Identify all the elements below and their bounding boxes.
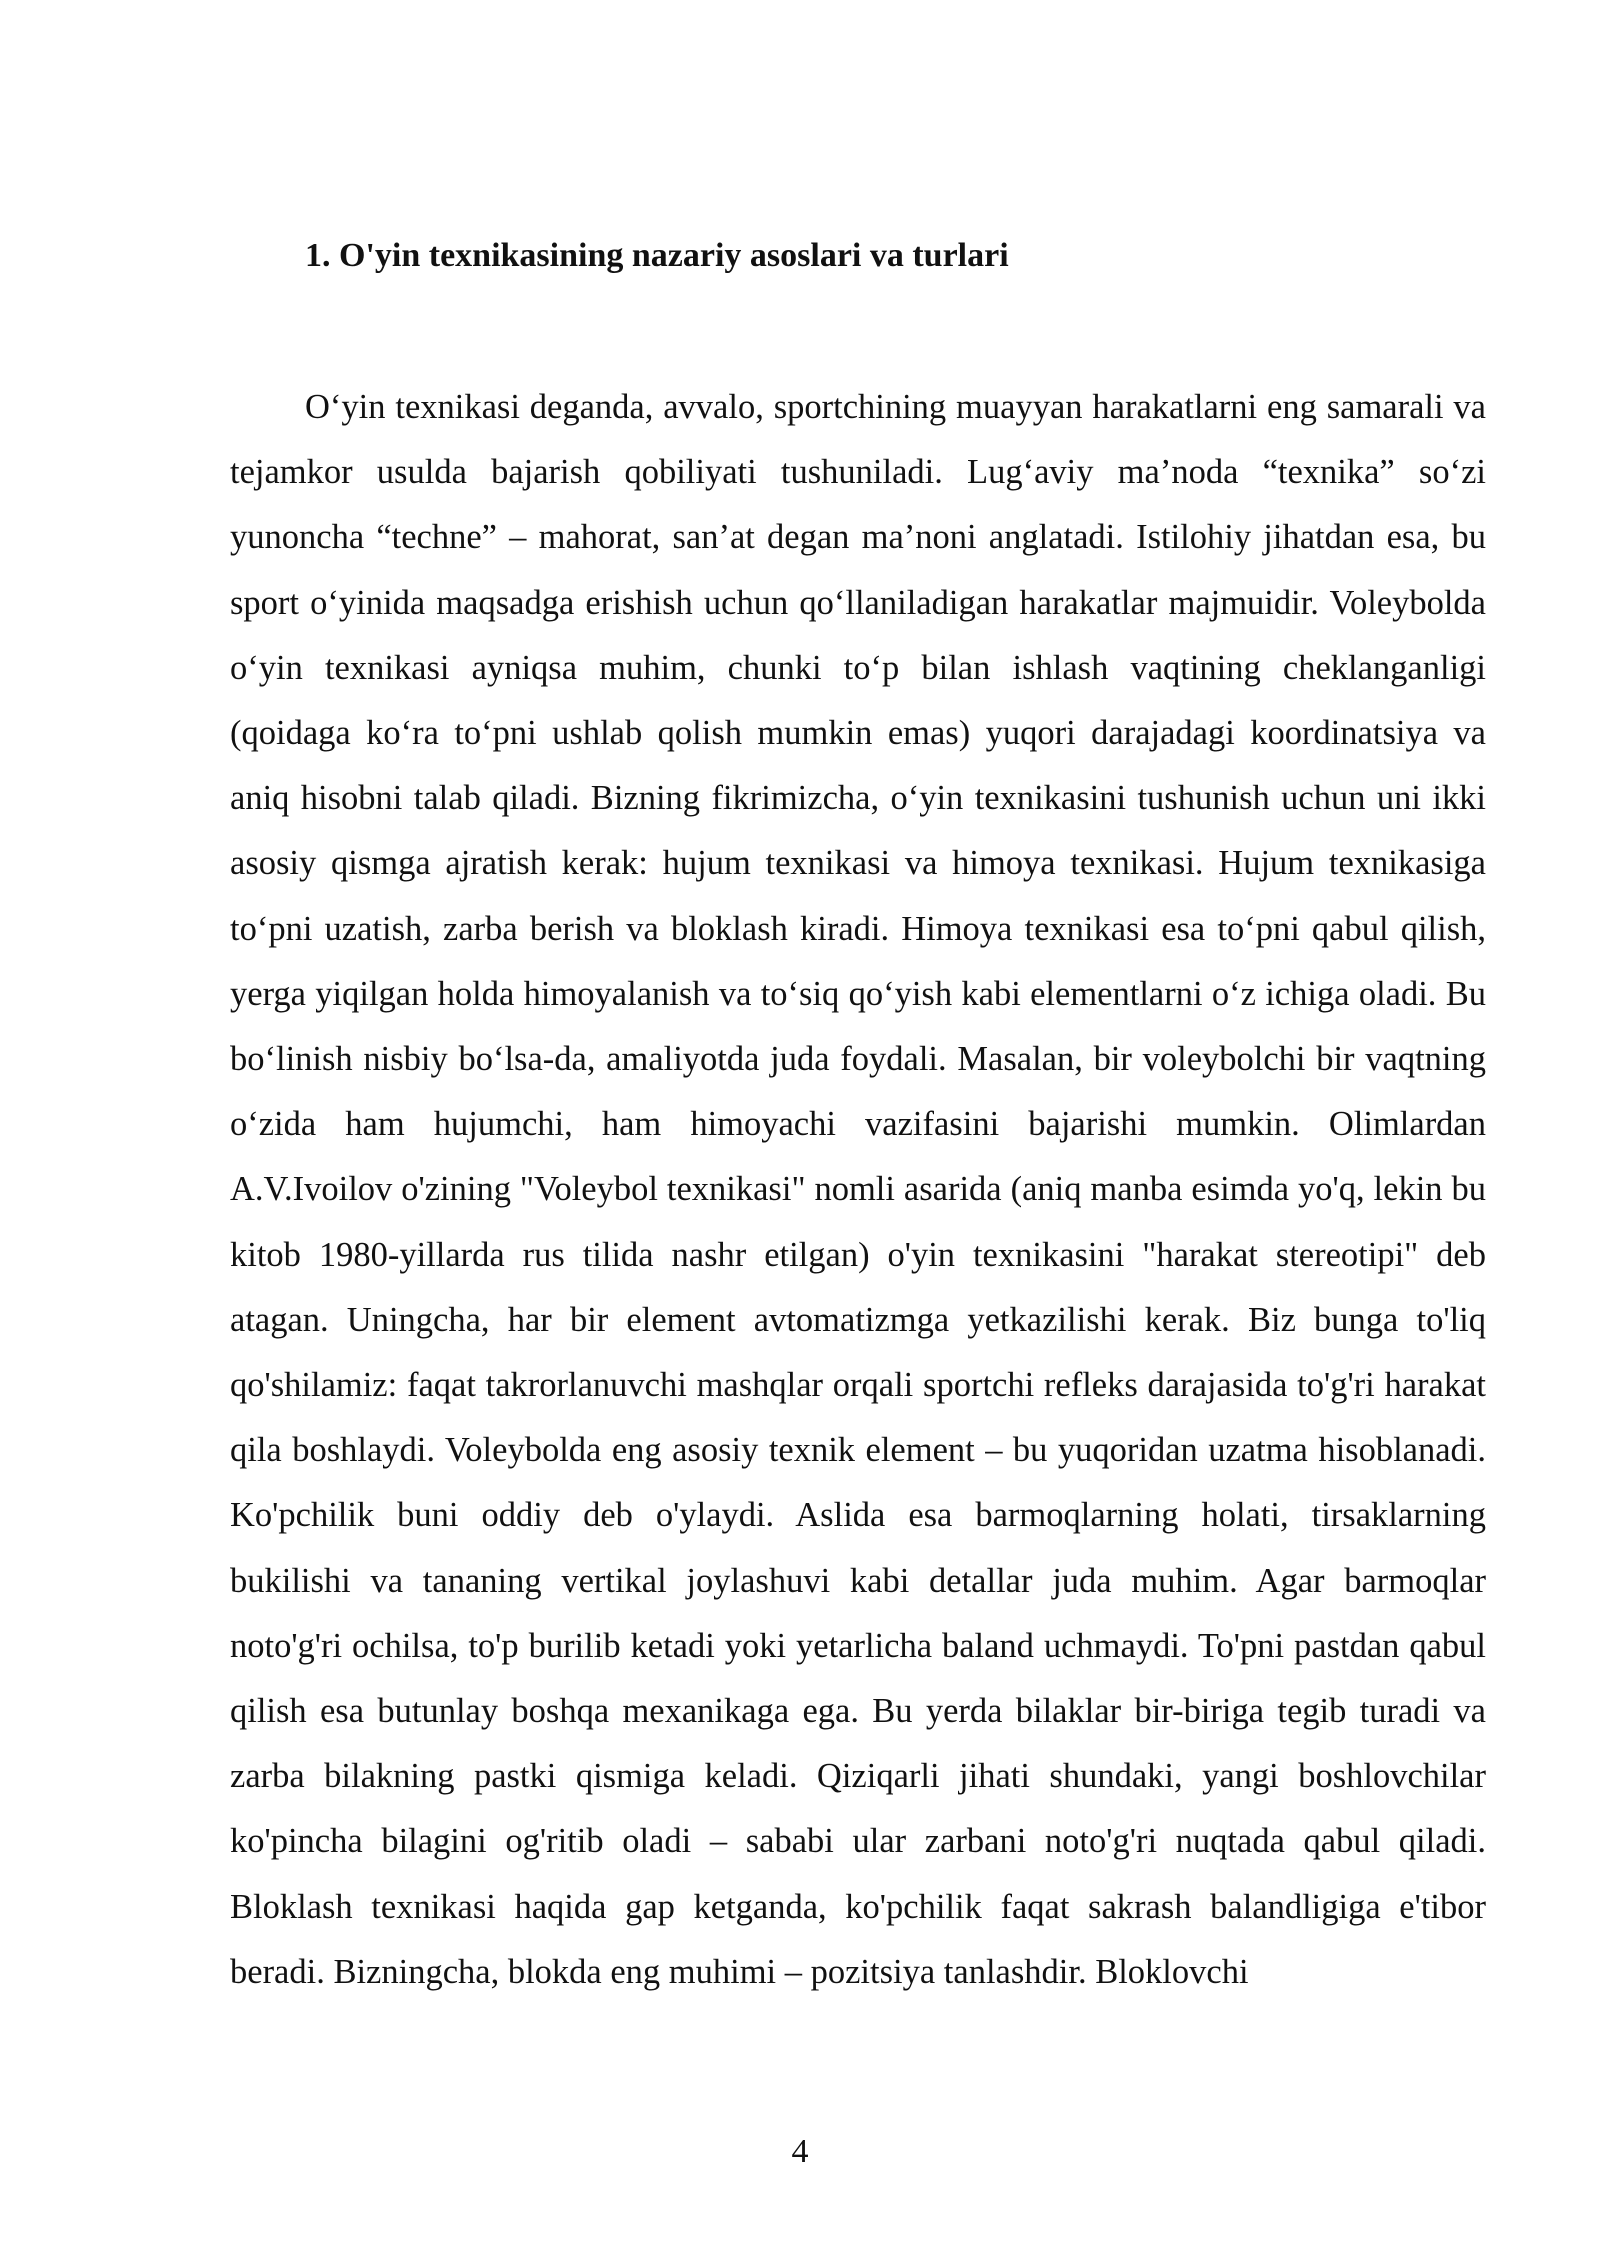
page-number: 4 [791, 2133, 809, 2170]
body-paragraph: O‘yin texnikasi deganda, avvalo, sportchining muayyan harakatlarni eng samarali va tejamkor usulda bajarish qobiliyati tushuniladi. Lug‘aviy ma’noda “texnika” so‘zi yunoncha “techne” – mahorat, san’at degan ma’noni anglatadi. Istilohiy jihatdan esa, bu sport o‘yinida maqsadga erishish uchun qo‘llaniladigan harakatlar majmuidir. Voleybolda o‘yin texnikasi ayniqsa muhim, chunki to‘p bilan ishlash vaqtining cheklanganligi (qoidaga ko‘ra to‘pni ushlab qolish mumkin emas) yuqori darajadagi koordinatsiya va aniq hisobni talab qiladi. Bizning fikrimizcha, o‘yin texnikasini tushunish uchun uni ikki asosiy qismga ajratish kerak: hujum texnikasi va himoya texnikasi. Hujum texnikasiga to‘pni uzatish, zarba berish va bloklash kiradi. Himoya texnikasi esa to‘pni qabul qilish, yerga yiqilgan holda himoyalanish va to‘siq qo‘yish kabi elementlarni o‘z ichiga oladi. Bu bo‘linish nisbiy bo‘lsa-da, amaliyotda juda foydali. Masalan, bir voleybolchi bir vaqtning o‘zida ham hujumchi, ham himoyachi vazifasini bajarishi mumkin. Olimlardan A.V.Ivoilov o'zining "Voleybol texnikasi" nomli asarida (aniq manba esimda yo'q, lekin bu kitob 1980-yillarda rus tilida nashr etilgan) o'yin texnikasini "harakat stereotipi" deb atagan. Uningcha, har bir element avtomatizmga yetkazilishi kerak. Biz bunga to'liq qo'shilamiz: faqat takrorlanuvchi mashqlar orqali sportchi refleks darajasida to'g'ri harakat qila boshlaydi. Voleybolda eng asosiy texnik element – bu yuqoridan uzatma hisoblanadi. Ko'pchilik buni oddiy deb o'ylaydi. Aslida esa barmoqlarning holati, tirsaklarning bukilishi va tananing vertikal joylashuvi kabi detallar juda muhim. Agar barmoqlar noto'g'ri ochilsa, to'p burilib ketadi yoki yetarlicha baland uchmaydi. To'pni pastdan qabul qilish esa butunlay boshqa mexanikaga ega. Bu yerda bilaklar bir-biriga tegib turadi va zarba bilakning pastki qismiga keladi. Qiziqarli jihati shundaki, yangi boshlovchilar ko'pincha bilagini og'ritib oladi – sababi ular zarbani noto'g'ri nuqtada qabul qiladi. Bloklash texnikasi haqida gap ketganda, ko'pchilik faqat sakrash balandligiga e'tibor beradi. Bizningcha, blokda eng muhimi – pozitsiya tanlashdir. Bloklovchi [230, 388, 1486, 1991]
section-heading: 1. O'yin texnikasining nazariy asoslari va turlari [305, 237, 1009, 274]
